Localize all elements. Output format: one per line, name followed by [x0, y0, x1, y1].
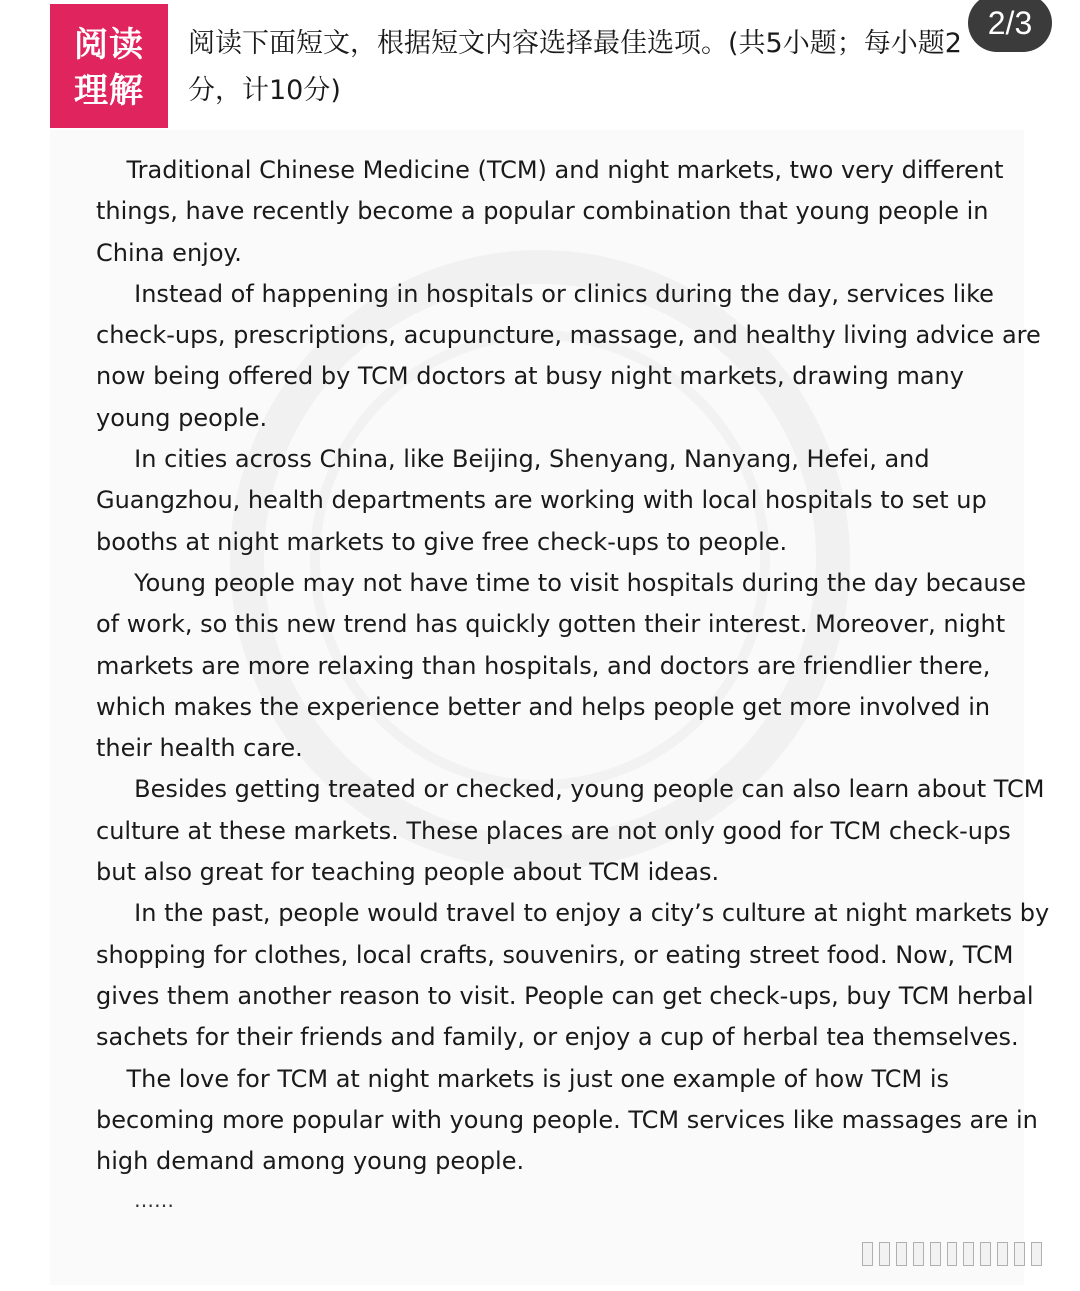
article-line: In cities across China, like Beijing, Shenyang, Nanyang, Hefei, and: [96, 445, 930, 474]
article-line: China enjoy.: [96, 238, 242, 267]
section-badge: [50, 4, 168, 128]
article-line: Besides getting treated or checked, young people can also learn about TCM: [96, 775, 1045, 804]
scroll-tick: [963, 1242, 974, 1266]
scroll-tick: [862, 1242, 873, 1266]
article-line: Traditional Chinese Medicine (TCM) and night markets, two very different: [96, 156, 1004, 184]
article-line: sachets for their friends and family, or enjoy a cup of herbal tea themselves.: [96, 1023, 1019, 1052]
scroll-tick: [896, 1242, 907, 1266]
article-line: In the past, people would travel to enjoy a city’s culture at night markets by: [96, 899, 1050, 928]
article-line: their health care.: [96, 734, 303, 763]
article-line: gives them another reason to visit. People can get check-ups, buy TCM herbal: [96, 981, 1034, 1010]
article-line: which makes the experience better and helps people get more involved in: [96, 692, 991, 721]
instruction-text: [188, 20, 1000, 114]
instruction-line-2: 分，计10分): [188, 75, 341, 106]
article-line: now being offered by TCM doctors at busy night markets, drawing many: [96, 362, 964, 391]
scroll-tick: [930, 1242, 941, 1266]
article-line: becoming more popular with young people. TCM services like massages are in: [96, 1105, 1038, 1134]
article-line: The love for TCM at night markets is just one example of how TCM is: [96, 1064, 949, 1093]
badge-line-1: 阅读: [74, 25, 144, 65]
scroll-tick: [997, 1242, 1008, 1266]
scroll-tick: [980, 1242, 991, 1266]
article-line: of work, so this new trend has quickly gotten their interest. Moreover, night: [96, 610, 1006, 639]
article-line: things, have recently become a popular combination that young people in: [96, 197, 989, 226]
scroll-tick: [913, 1242, 924, 1266]
article-line: but also great for teaching people about TCM ideas.: [96, 858, 720, 887]
article-line: Young people may not have time to visit hospitals during the day because: [96, 568, 1027, 597]
article-line: Instead of happening in hospitals or clinics during the day, services like: [96, 279, 994, 308]
article-line: high demand among young people.: [96, 1147, 525, 1176]
scroll-tick: [1014, 1242, 1025, 1266]
article-line: booths at night markets to give free check-ups to people.: [96, 527, 788, 556]
instruction-line-1: 阅读下面短文，根据短文内容选择最佳选项。(共5小题；每小题2: [188, 28, 962, 59]
article-line: markets are more relaxing than hospitals, and doctors are friendlier there,: [96, 651, 991, 680]
scroll-tick: [1031, 1242, 1042, 1266]
page-scroll-strip[interactable]: [862, 1242, 1042, 1266]
article-line: young people.: [96, 403, 268, 432]
article-line: Guangzhou, health departments are working with local hospitals to set up: [96, 486, 987, 515]
article-line: shopping for clothes, local crafts, souvenirs, or eating street food. Now, TCM: [96, 940, 1014, 969]
ellipsis: ……: [134, 1188, 174, 1212]
badge-line-2: 理解: [74, 71, 144, 111]
article-line: check-ups, prescriptions, acupuncture, massage, and healthy living advice are: [96, 321, 1041, 350]
article-line: culture at these markets. These places are not only good for TCM check-ups: [96, 816, 1011, 845]
scroll-tick: [947, 1242, 958, 1266]
page-indicator[interactable]: 2/3: [968, 0, 1052, 52]
article-body: [96, 150, 1050, 1182]
scroll-tick: [879, 1242, 890, 1266]
